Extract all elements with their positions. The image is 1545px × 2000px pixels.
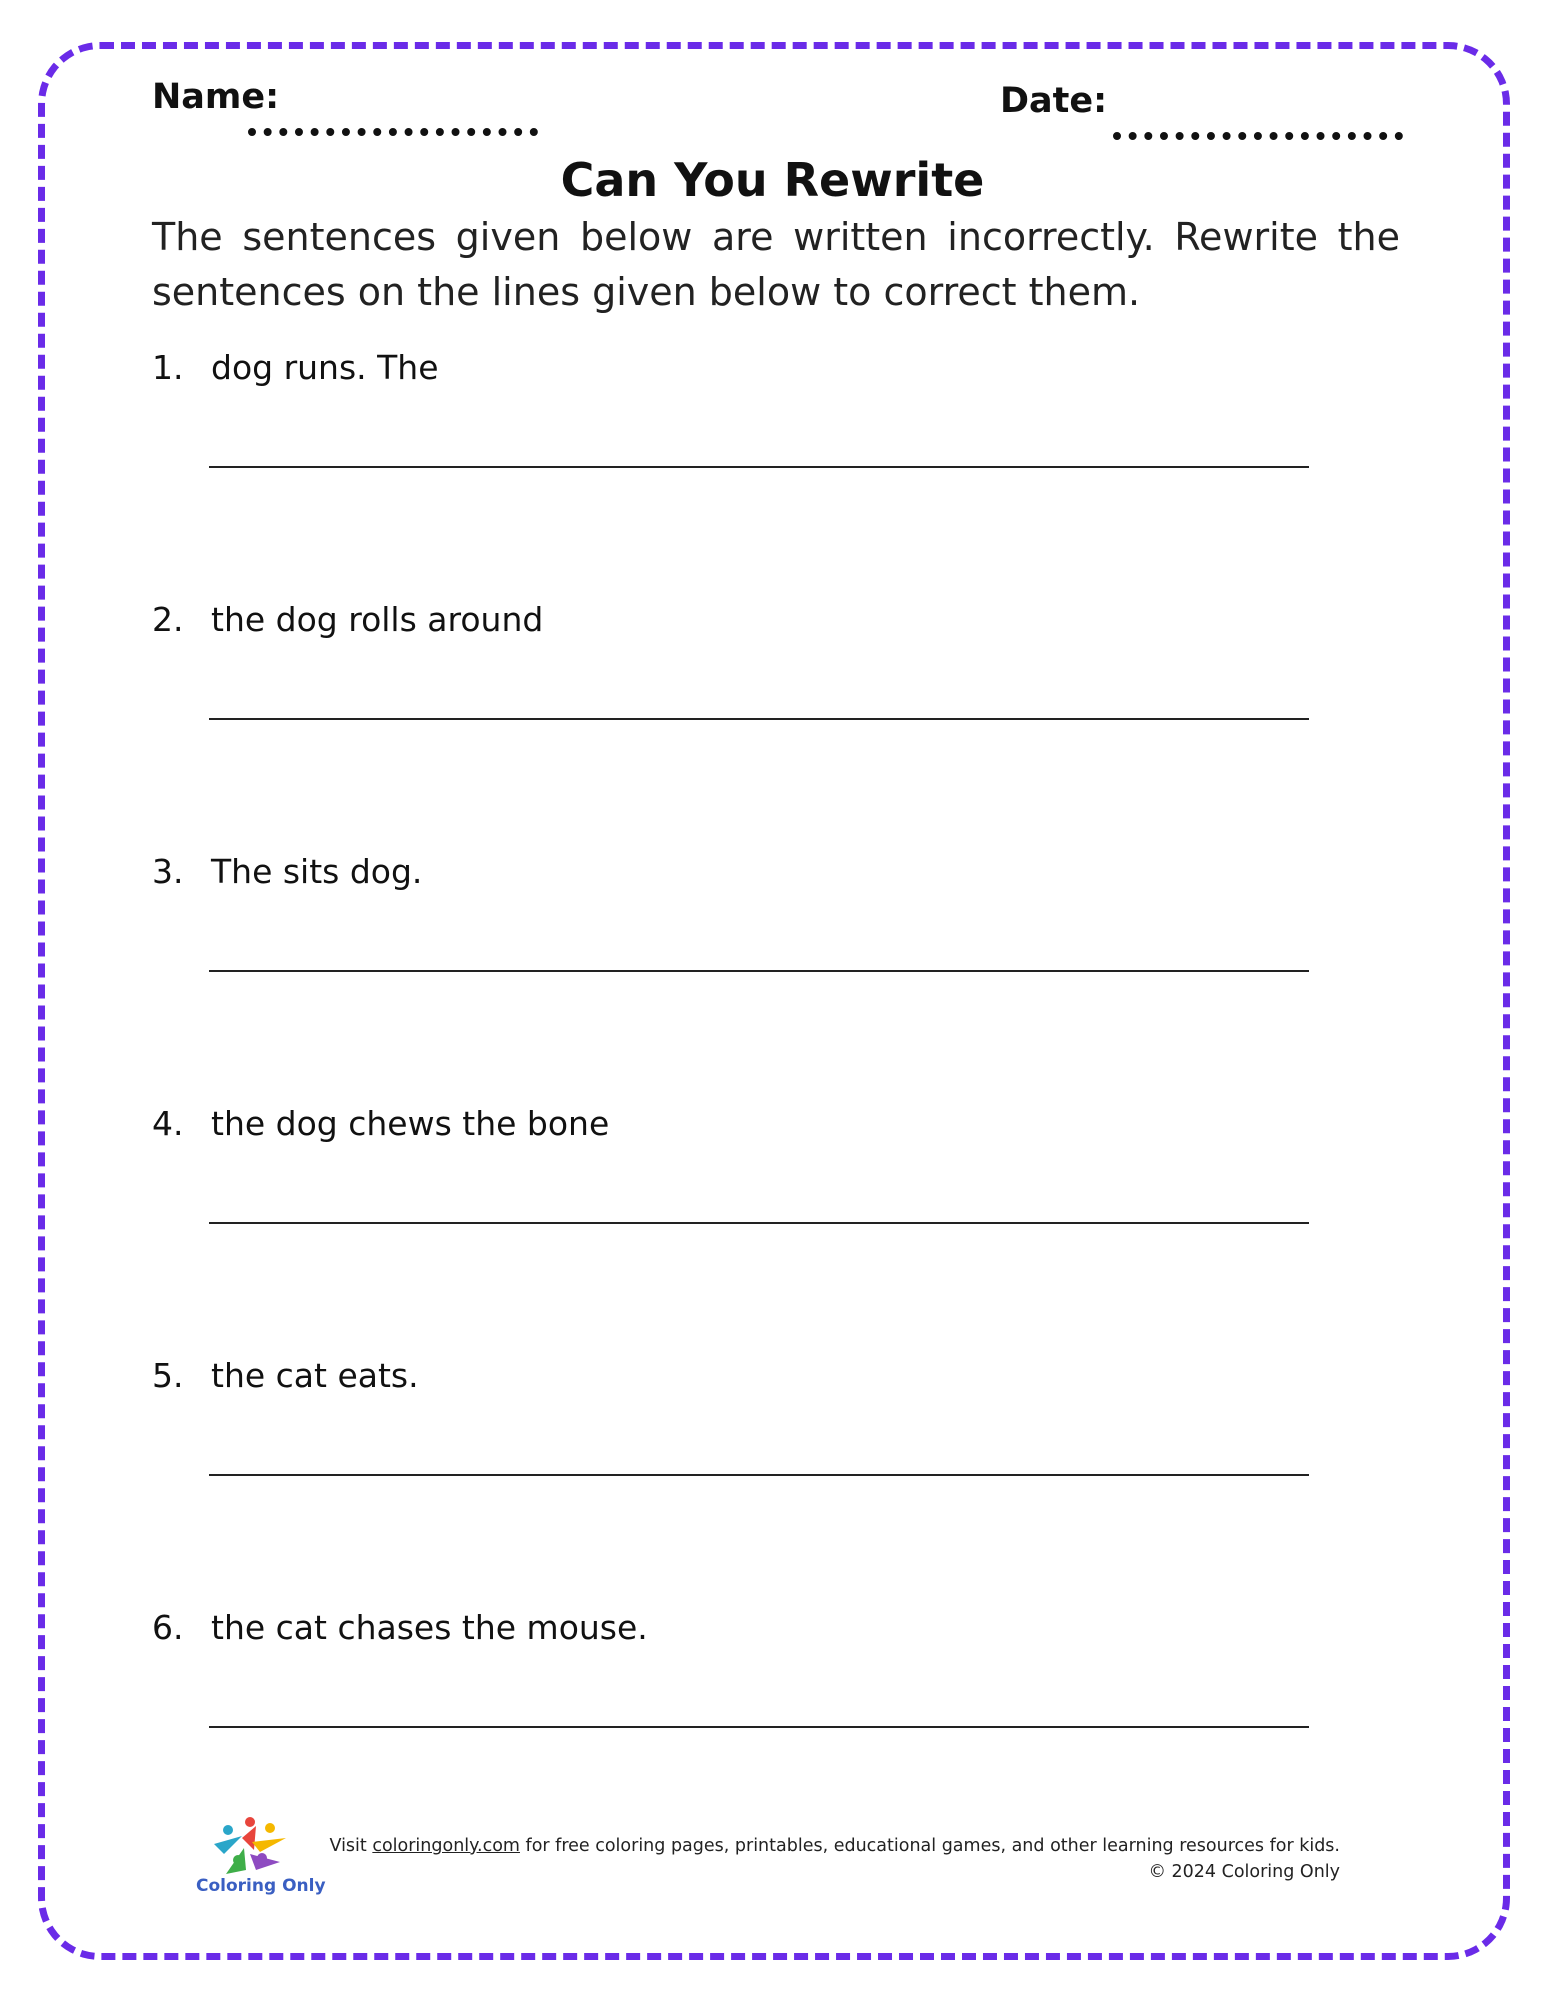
name-label: Name: [152,77,280,117]
footer [190,1810,1340,1896]
answer-line[interactable] [209,1222,1309,1224]
item-number: 3. [152,852,184,891]
answer-line[interactable] [209,466,1309,468]
visit-suffix: for free coloring pages, printables, educational games, and other learning resources for kids. [519,1836,1340,1856]
exercise-item-3 [152,852,1352,1012]
item-number: 1. [152,348,184,387]
item-number: 2. [152,600,184,639]
logo-text: Coloring Only [196,1876,326,1896]
exercise-item-1 [152,348,1352,508]
item-sentence: The sits dog. [211,852,423,891]
item-number: 4. [152,1104,184,1143]
exercise-item-5 [152,1356,1352,1516]
item-sentence: the dog rolls around [211,600,544,639]
item-sentence: the cat eats. [211,1356,419,1395]
exercise-item-4 [152,1104,1352,1264]
item-sentence: dog runs. The [211,348,439,387]
item-sentence: the cat chases the mouse. [211,1608,648,1647]
name-field-dotted-line[interactable] [248,128,538,136]
exercise-item-6 [152,1608,1352,1768]
answer-line[interactable] [209,970,1309,972]
date-label: Date: [1000,81,1108,121]
item-number: 6. [152,1608,184,1647]
date-field-dotted-line[interactable] [1113,132,1403,140]
instructions-text: The sentences given below are written incorrectly. Rewrite the sentences on the lines given below to correct them. [152,215,1400,314]
footer-visit-text [329,1836,1340,1856]
copyright-text: © 2024 Coloring Only [1148,1862,1340,1882]
visit-prefix: Visit [329,1836,373,1856]
answer-line[interactable] [209,1474,1309,1476]
exercise-item-2 [152,600,1352,760]
answer-line[interactable] [209,1726,1309,1728]
worksheet-title: Can You Rewrite [560,153,985,207]
item-number: 5. [152,1356,184,1395]
answer-line[interactable] [209,718,1309,720]
item-sentence: the dog chews the bone [211,1104,610,1143]
coloringonly-link[interactable]: coloringonly.com [372,1836,520,1856]
